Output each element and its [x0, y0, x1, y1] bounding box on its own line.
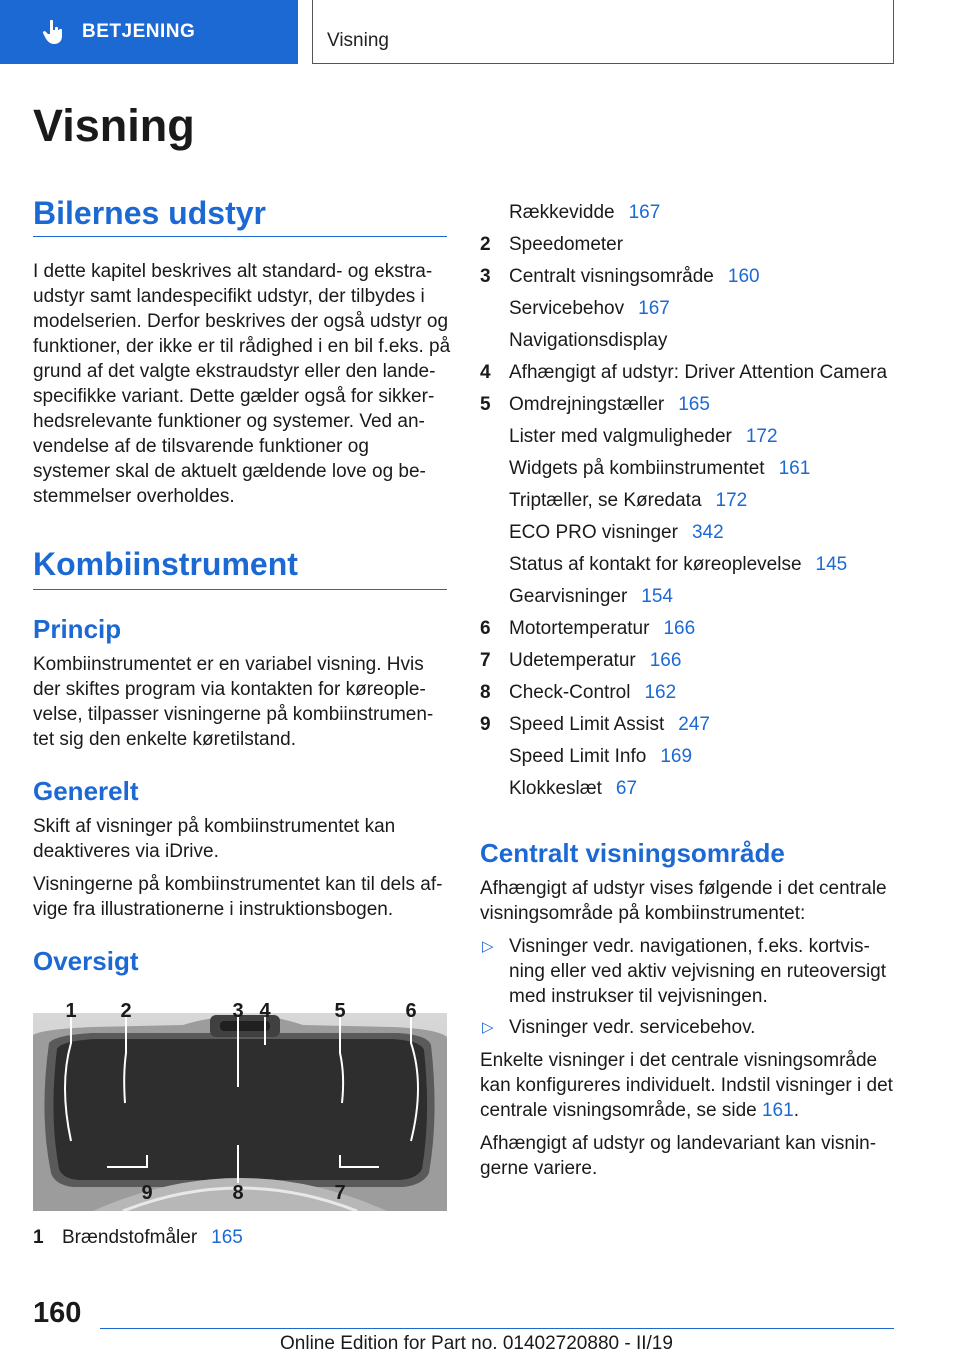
item-text: Omdrejningstæller [509, 394, 665, 415]
item-number: 3 [480, 266, 491, 287]
config-paragraph [480, 1048, 910, 1123]
page-link[interactable]: 166 [663, 618, 696, 639]
text-line: gerne variere. [480, 1158, 598, 1179]
heading-princip: Princip [33, 614, 122, 644]
item-number: 4 [480, 362, 491, 383]
text-line: stemmelser overholdes. [33, 486, 235, 507]
text-line: kan konfigureres individuelt. Indstil visninger i det [480, 1075, 893, 1096]
page-title: Visning [33, 100, 195, 151]
page-link[interactable]: 172 [745, 426, 778, 447]
text-line: I dette kapitel beskrives alt standard- og ekstra- [33, 261, 433, 282]
item-text: Centralt visningsområde [509, 266, 714, 287]
intro-paragraph [33, 259, 453, 509]
heading-centralt: Centralt visningsområde [480, 838, 785, 868]
item-number: 5 [480, 394, 491, 415]
text-line: der skiftes program via kontakten for køreople- [33, 679, 426, 700]
item-text: Speed Limit Assist [509, 714, 665, 735]
cluster-illustration [33, 995, 447, 1211]
page-link[interactable]: 161 [761, 1100, 794, 1121]
princip-paragraph [33, 652, 453, 752]
item-text: Triptæller, se Køredata [509, 490, 702, 511]
page-link[interactable]: 167 [628, 202, 661, 223]
text-fragment: centrale visningsområde, se side [480, 1100, 762, 1121]
item-text: Gearvisninger [509, 586, 628, 607]
item-text: Klokkeslæt [509, 778, 602, 799]
page-link[interactable]: 162 [644, 682, 677, 703]
item-text: Lister med valgmuligheder [509, 426, 732, 447]
item-text-wrap [509, 584, 673, 609]
page-link[interactable]: 167 [638, 298, 670, 319]
hand-pointer-icon [40, 18, 68, 46]
text-line: Kombiinstrumentet er en variabel visning. Hvis [33, 654, 424, 675]
item-text-wrap [509, 392, 710, 417]
text-line: systemer skal de aktuelt gældende love og be- [33, 461, 426, 482]
page-link[interactable]: 169 [660, 746, 693, 767]
section-heading-udstyr [33, 195, 447, 237]
item-number: 7 [480, 650, 491, 671]
item-text: Check-Control [509, 682, 631, 703]
callout-9: 9 [141, 1182, 153, 1204]
item-text: Motortemperatur [509, 618, 650, 639]
item-text-wrap [509, 264, 760, 289]
text-line: Visninger vedr. servicebehov. [509, 1017, 756, 1038]
instrument-cluster-figure [33, 995, 447, 1211]
text-line: Visningerne på kombiinstrumentet kan til dels af- [33, 874, 443, 895]
bullet-text [509, 934, 899, 1009]
footer-divider [100, 1328, 894, 1329]
item-text: Udetemperatur [509, 650, 636, 671]
item-text-wrap [509, 456, 810, 481]
item-text: Speed Limit Info [509, 746, 647, 767]
edition-text: Online Edition for Part no. 01402720880 - II/19 [280, 1333, 673, 1354]
item-text-wrap [509, 328, 667, 353]
item-text: Servicebehov [509, 298, 625, 319]
callout-2: 2 [120, 1000, 132, 1022]
callout-6: 6 [405, 1000, 417, 1022]
text-line: udstyr samt landespecifikt udstyr, der tilbydes i [33, 286, 425, 307]
callout-8: 8 [232, 1182, 244, 1204]
item-text-wrap [509, 712, 710, 737]
page-link[interactable]: 161 [778, 458, 811, 479]
callout-4: 4 [259, 1000, 271, 1022]
text-line: visningsområde på kombiinstrumentet: [480, 903, 806, 924]
item-text-wrap [509, 776, 637, 801]
callout-1: 1 [65, 1000, 77, 1022]
callout-3: 3 [232, 1000, 244, 1022]
text-line: Afhængigt af udstyr og landevariant kan visnin- [480, 1133, 877, 1154]
item-number: 8 [480, 682, 491, 703]
text-line: funktioner, der ikke er til rådighed i en bil f.eks. på [33, 336, 451, 357]
text-line: modelserien. Derfor beskrives der også udstyr og [33, 311, 449, 332]
item-text-wrap [509, 424, 778, 449]
page-link[interactable]: 145 [815, 554, 848, 575]
page-link[interactable]: 154 [641, 586, 673, 607]
page-link[interactable]: 172 [715, 490, 748, 511]
page-link[interactable]: 165 [211, 1227, 243, 1248]
item-text-wrap [509, 360, 887, 385]
text-line: velse, tilpasser visningerne på kombiinstrumen- [33, 704, 434, 725]
item-text: Navigationsdisplay [509, 330, 668, 351]
text-line: vige fra illustrationerne i instruktionsbogen. [33, 899, 394, 920]
text-line: ning eller ved aktiv vejvisning en ruteoversigt [509, 961, 887, 982]
centralt-paragraph [480, 876, 900, 926]
item-text-wrap [509, 680, 676, 705]
item-text-wrap [509, 296, 670, 321]
text-line [480, 1098, 910, 1123]
item-number: 2 [480, 234, 491, 255]
text-line: Skift af visninger på kombiinstrumentet kan [33, 816, 396, 837]
text-fragment: . [793, 1100, 799, 1121]
text-line: specifikke variant. Dette gælder også for sikker- [33, 386, 435, 407]
item-text-wrap [509, 552, 847, 577]
heading-oversigt: Oversigt [33, 946, 139, 976]
item-text: ECO PRO visninger [509, 522, 678, 543]
item-text-wrap [509, 200, 660, 225]
callout-7: 7 [334, 1182, 346, 1204]
page-number: 160 [33, 1297, 82, 1329]
text-line: hedsrelevante funktioner og systemer. Ved an- [33, 411, 425, 432]
text-line: Afhængigt af udstyr vises følgende i det centrale [480, 878, 887, 899]
text-line: Visninger vedr. navigationen, f.eks. kortvis- [509, 936, 870, 957]
item-text-wrap [509, 520, 724, 545]
page-link[interactable]: 165 [678, 394, 710, 415]
item-text-wrap [509, 616, 695, 641]
item-text-wrap [509, 232, 623, 257]
heading-generelt: Generelt [33, 776, 139, 806]
page-link[interactable]: 67 [615, 778, 638, 799]
section-tab[interactable] [0, 0, 298, 64]
page-link[interactable]: 160 [727, 266, 760, 287]
generelt-paragraph-1 [33, 814, 453, 864]
page-link[interactable]: 166 [649, 650, 682, 671]
generelt-paragraph-2 [33, 872, 453, 922]
item-text-wrap [509, 648, 681, 673]
item-text: Widgets på kombiinstrumentet [509, 458, 765, 479]
topic-header [312, 0, 894, 64]
item-text: Afhængigt af udstyr: Driver Attention Camera [509, 362, 888, 383]
item-text-wrap [509, 488, 747, 513]
item-text: Status af kontakt for køreoplevelse [509, 554, 802, 575]
text-line: vendelse af de tilsvarende funktioner og [33, 436, 369, 457]
section-label: BETJENING [82, 21, 196, 42]
triangle-bullet-icon: ▷ [482, 1019, 494, 1036]
page-link[interactable]: 247 [678, 714, 710, 735]
section-heading-kombi [33, 546, 447, 590]
item-number: 1 [33, 1227, 44, 1248]
text-line: med instrukser til vejvisningen. [509, 986, 768, 1007]
text-line: Enkelte visninger i det centrale visningsområde [480, 1050, 878, 1071]
text-line: deaktiveres via iDrive. [33, 841, 219, 862]
final-paragraph [480, 1131, 900, 1181]
callout-5: 5 [334, 1000, 346, 1022]
item-text: Speedometer [509, 234, 624, 255]
text-line: tet sig den enkelte køretilstand. [33, 729, 296, 750]
item-text-wrap [62, 1225, 243, 1250]
text-line: grund af det valgte ekstraudstyr eller den lande- [33, 361, 436, 382]
heading-text: Bilernes udstyr [33, 195, 266, 231]
item-text: Rækkevidde [509, 202, 615, 223]
item-number: 6 [480, 618, 491, 639]
bullet-text [509, 1015, 899, 1040]
heading-text: Kombiinstrument [33, 546, 298, 582]
page-link[interactable]: 342 [691, 522, 724, 543]
item-number: 9 [480, 714, 491, 735]
item-text-wrap [509, 744, 692, 769]
topic-label: Visning [327, 30, 389, 51]
item-text: Brændstofmåler [62, 1227, 198, 1248]
triangle-bullet-icon: ▷ [482, 938, 494, 955]
